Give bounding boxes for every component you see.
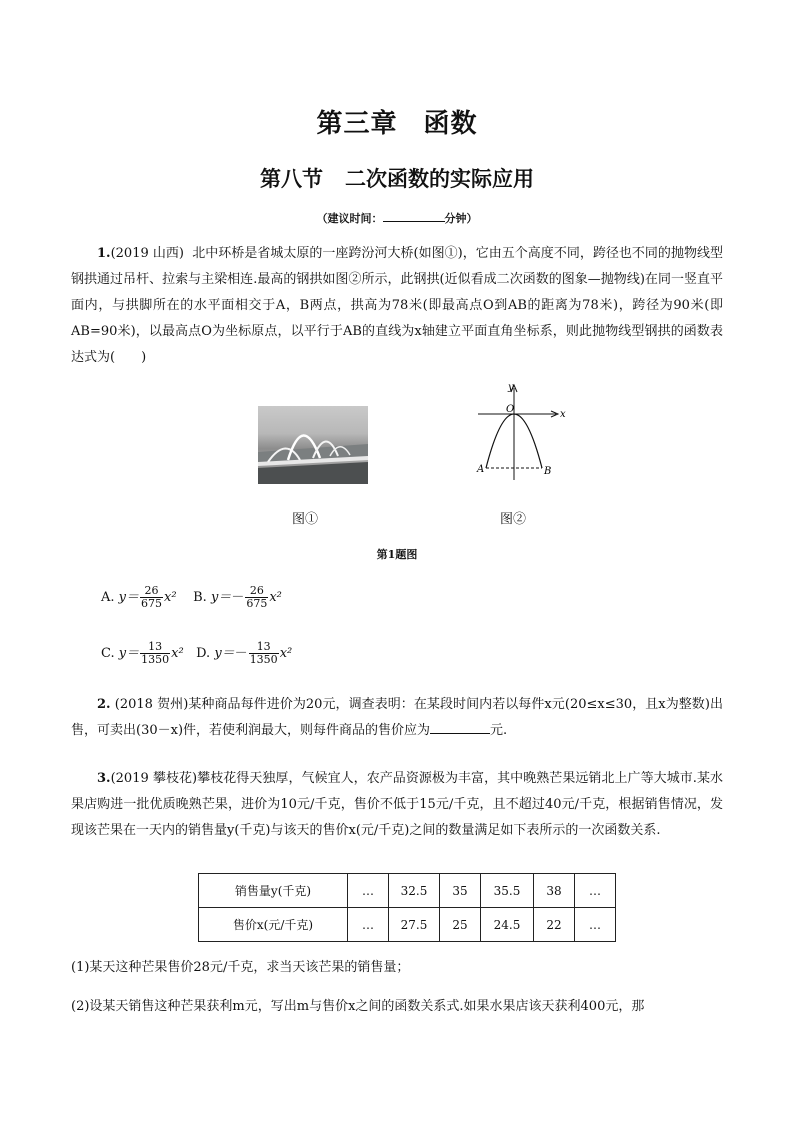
table-row	[199, 908, 616, 942]
question-3-text: (2019 攀枝花)攀枝花得天独厚，气候宜人，农产品资源极为丰富，其中晚熟芒果远销北上广等大城市.某水果店购进一批优质晚熟芒果，进价为10元/千克，售价不低于15元/千克，且不超过40元/千克，根据销售情况，发现该芒果在一天内的销售量y(千克)与该天的售价x(元/千克)之间的数量满足如下表所示的一次函数关系.	[71, 771, 723, 838]
question-3-part-2: (2)设某天销售这种芒果获利m元，写出m与售价x之间的函数关系式.如果水果店该天获利400元，那	[71, 999, 645, 1014]
x-axis-label: x	[560, 409, 566, 420]
table-cell: 22	[534, 908, 575, 942]
table-cell: 35.5	[481, 874, 534, 908]
question-1-text: 北中环桥是省城太原的一座跨汾河大桥(如图①)，它由五个高度不同，跨径也不同的抛物线型钢拱通过吊杆、拉索与主梁相连.最高的钢拱如图②所示，此钢拱(近似看成二次函数的图象—抛物线)在同一竖直平面内，与拱脚所在的水平面相交于A，B两点，拱高为78米(即最高点O到AB的距离为78米)，跨径为90米(即AB=90米)，以最高点O为坐标原点，以平行于AB的直线为x轴建立平面直角坐标系，则此抛物线型钢拱的函数表达式为( )	[71, 246, 723, 365]
question-2-text: (2018 贺州)某种商品每件进价为20元，调查表明：在某段时间内若以每件x元(20≤x≤30，且x为整数)出售，可卖出(30－x)件，若使利润最大，则每件商品的售价应为	[71, 697, 723, 738]
option-d[interactable]: D. y＝－ $\frac{13}{1350}$ x²	[196, 640, 293, 666]
figure-2-caption: 图②	[500, 512, 527, 527]
bridge-arches-image	[258, 406, 368, 484]
point-b-label: B	[544, 466, 552, 477]
figure-1-caption: 图①	[292, 512, 319, 527]
option-b[interactable]: B. y＝－ $\frac{26}{675}$ x²	[193, 584, 282, 610]
question-2-number: 2.	[97, 697, 111, 712]
table-row	[199, 874, 616, 908]
table-row-header: 售价x(元/千克)	[199, 908, 348, 942]
time-blank	[383, 210, 445, 222]
question-1-number: 1.	[97, 246, 111, 261]
bridge-photo	[258, 406, 368, 484]
question-3-part-1: (1)某天这种芒果售价28元/千克，求当天该芒果的销售量；	[71, 960, 410, 975]
table-cell: 25	[440, 908, 481, 942]
y-axis-label: y	[508, 382, 514, 393]
chapter-title	[0, 103, 794, 140]
chapter-number: 第三章	[316, 109, 398, 139]
table-cell: 35	[440, 874, 481, 908]
section-title	[0, 163, 794, 193]
sales-table	[198, 873, 616, 942]
table-row-header: 销售量y(千克)	[199, 874, 348, 908]
question-2: 2. (2018 贺州)某种商品每件进价为20元，调查表明：在某段时间内若以每件x元(20≤x≤30，且x为整数)出售，可卖出(30－x)件，若使利润最大，则每件商品的售价应为 元.	[71, 697, 723, 738]
suggested-time: （建议时间： 分钟）	[316, 212, 478, 225]
options-row-1	[101, 585, 282, 610]
table-cell: 24.5	[481, 908, 534, 942]
figure-title: 第1题图	[376, 548, 418, 561]
section-name: 二次函数的实际应用	[345, 167, 534, 191]
table-cell: …	[575, 908, 616, 942]
question-1-source: (2019 山西)	[110, 246, 184, 261]
table-cell: …	[575, 874, 616, 908]
option-a[interactable]: A. y＝ $\frac{26}{675}$ x²	[101, 584, 177, 610]
answer-blank[interactable]	[430, 721, 490, 734]
table-cell: 38	[534, 874, 575, 908]
table-cell: …	[348, 874, 389, 908]
question-3-number: 3.	[97, 771, 111, 786]
table-cell: 32.5	[389, 874, 440, 908]
options-row-2	[101, 641, 292, 666]
table-cell: 27.5	[389, 908, 440, 942]
table-cell: …	[348, 908, 389, 942]
option-c[interactable]: C. y＝ $\frac{13}{1350}$ x²	[101, 640, 184, 666]
point-a-label: A	[477, 464, 485, 475]
section-number: 第八节	[260, 167, 323, 191]
chapter-name: 函数	[423, 109, 478, 139]
question-3	[71, 766, 723, 844]
question-1	[71, 241, 723, 371]
parabola-graph	[470, 382, 580, 482]
origin-label: O	[506, 404, 515, 415]
